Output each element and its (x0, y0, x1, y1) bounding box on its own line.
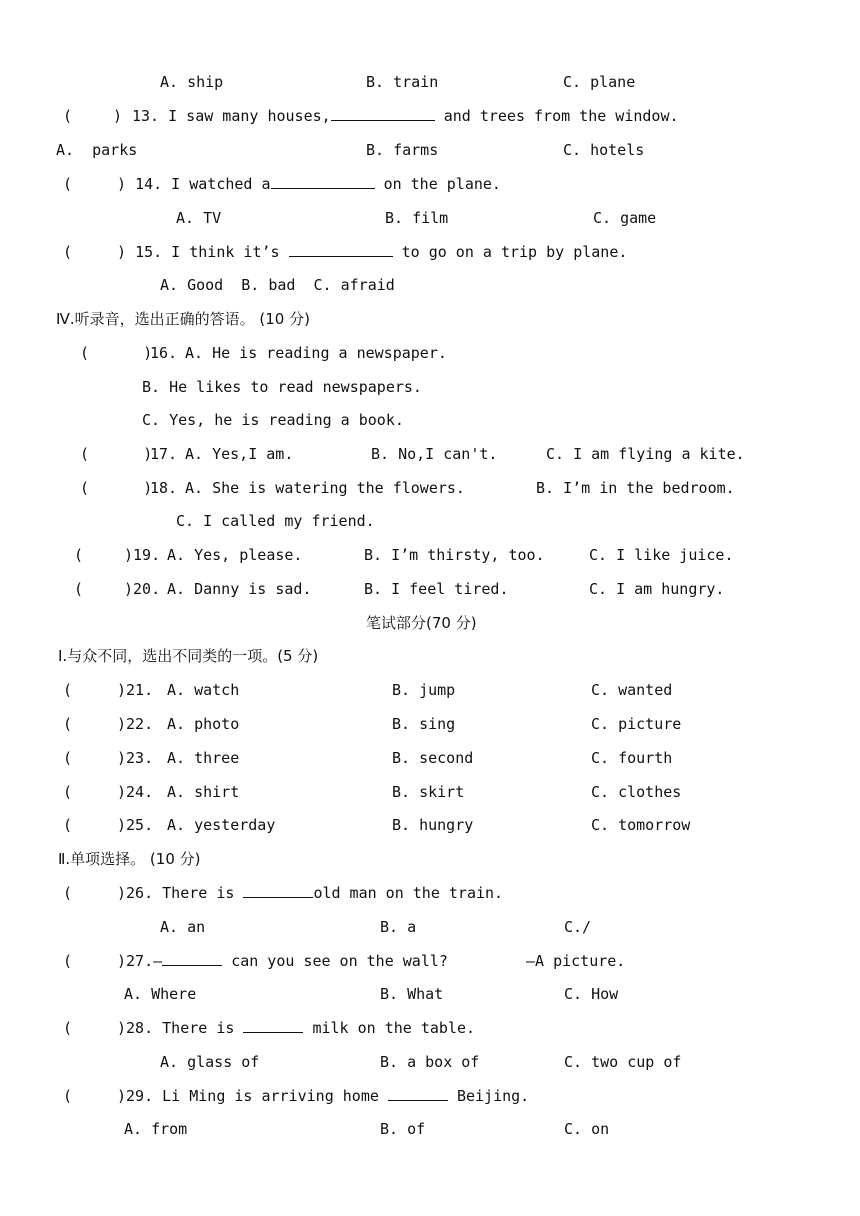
q28-blank (243, 1018, 303, 1033)
q19-option-b: B. I’m thirsty, too. (364, 546, 545, 564)
q24-num: )24. (117, 783, 154, 801)
q28-option-b: B. a box of (380, 1053, 480, 1071)
q21-option-a: A. watch (167, 681, 240, 699)
q29-stem (117, 1086, 529, 1106)
q25-option-b: B. hungry (392, 816, 474, 834)
q24-option-a: A. shirt (167, 783, 240, 801)
q14-stem-text: 14. I watched a (135, 175, 271, 193)
q13-option-c: C. hotels (563, 141, 645, 159)
q15-blank (289, 242, 393, 257)
q28-stem (117, 1018, 475, 1038)
q21-option-b: B. jump (392, 681, 456, 699)
q12-option-c: C. plane (563, 73, 636, 91)
q24-option-b: B. skirt (392, 783, 465, 801)
q29-option-a: A. from (124, 1120, 188, 1138)
q26-stem-a: )26. There is (117, 884, 235, 902)
q13-option-b: B. farms (366, 141, 439, 159)
q16-option-a: A. He is reading a newspaper. (185, 344, 447, 362)
q14-stem-b: on the plane. (383, 175, 501, 193)
q13-blank (331, 106, 435, 121)
q27-stem (117, 951, 448, 971)
q28-option-c: C. two cup of (564, 1053, 682, 1071)
q17-option-b: B. No,I can't. (371, 445, 498, 463)
q18-option-a: A. She is watering the flowers. (185, 479, 465, 497)
q14-option-b: B. film (385, 209, 449, 227)
q25-num: )25. (117, 816, 154, 834)
q23-paren: ( (63, 749, 127, 767)
q29-option-c: C. on (564, 1120, 610, 1138)
q14-blank (271, 174, 375, 189)
q15-paren-close: ) (117, 243, 127, 261)
section-ii-heading: Ⅱ.单项选择。 (10 分) (58, 850, 201, 868)
q26-option-b: B. a (380, 918, 417, 936)
q13-stem-a: 13. I saw many houses, (132, 107, 331, 125)
q19-option-c: C. I like juice. (589, 546, 734, 564)
written-part-title: 笔试部分(70 分) (366, 614, 477, 632)
q18-option-b: B. I’m in the bedroom. (536, 479, 735, 497)
q16-num: 16. (150, 344, 178, 362)
section-iv-heading: Ⅳ.听录音，选出正确的答语。 (10 分) (56, 310, 310, 328)
q25-option-a: A. yesterday (167, 816, 276, 834)
q26-stem-b: old man on the train. (313, 884, 504, 902)
q13-paren-open: ( (63, 107, 73, 125)
q13-paren-close: ) (113, 107, 123, 125)
q20-option-c: C. I am hungry. (589, 580, 725, 598)
q29-stem-a: )29. Li Ming is arriving home (117, 1087, 379, 1105)
q24-option-c: C. clothes (591, 783, 682, 801)
q21-paren: ( (63, 681, 127, 699)
q15-options: A. Good B. bad C. afraid (160, 276, 395, 294)
q15-stem-a: 15. I think it’s (135, 243, 280, 261)
q20-paren: ( (74, 580, 129, 598)
q19-paren: ( (74, 546, 129, 564)
q22-option-c: C. picture (591, 715, 682, 733)
q13-stem-b: and trees from the window. (443, 107, 679, 125)
q23-num: )23. (117, 749, 154, 767)
q17-paren: ( ) (80, 445, 153, 463)
q17-option-a: A. Yes,I am. (185, 445, 294, 463)
q24-paren: ( (63, 783, 127, 801)
q27-answer: —A picture. (526, 952, 626, 970)
q27-stem-a: )27.— (117, 952, 163, 970)
q27-option-c: C. How (564, 985, 619, 1003)
q29-option-b: B. of (380, 1120, 426, 1138)
q25-paren: ( (63, 816, 127, 834)
section-i-heading: Ⅰ.与众不同，选出不同类的一项。(5 分) (58, 647, 319, 665)
q14-paren-open: ( (63, 175, 73, 193)
q22-num: )22. (117, 715, 154, 733)
q28-option-a: A. glass of (160, 1053, 260, 1071)
q22-option-b: B. sing (392, 715, 456, 733)
q20-num: )20. (124, 580, 161, 598)
q16-option-b: B. He likes to read newspapers. (142, 378, 422, 396)
q29-blank (388, 1086, 448, 1101)
q19-option-a: A. Yes, please. (167, 546, 303, 564)
q12-option-b: B. train (366, 73, 439, 91)
q26-blank (243, 883, 313, 898)
q21-option-c: C. wanted (591, 681, 673, 699)
q29-paren: ( (63, 1087, 127, 1105)
q16-option-c: C. Yes, he is reading a book. (142, 411, 404, 429)
q27-option-b: B. What (380, 985, 444, 1003)
q27-option-a: A. Where (124, 985, 197, 1003)
q29-stem-b: Beijing. (456, 1087, 530, 1105)
q22-option-a: A. photo (167, 715, 240, 733)
q15-paren-open: ( (63, 243, 73, 261)
q22-paren: ( (63, 715, 127, 733)
q13-option-a: A. parks (56, 141, 138, 159)
q14-stem (117, 174, 501, 194)
q20-option-b: B. I feel tired. (364, 580, 509, 598)
q28-stem-b: milk on the table. (312, 1019, 476, 1037)
q28-stem-a: )28. There is (117, 1019, 235, 1037)
q18-num: 18. (150, 479, 178, 497)
q20-option-a: A. Danny is sad. (167, 580, 312, 598)
q27-blank (162, 951, 222, 966)
q18-paren: ( ) (80, 479, 153, 497)
q26-option-a: A. an (160, 918, 206, 936)
q21-num: )21. (117, 681, 154, 699)
q14-stem-a: ) (117, 175, 127, 193)
q12-option-a: A. ship (160, 73, 224, 91)
q27-paren: ( (63, 952, 127, 970)
q18-option-c: C. I called my friend. (176, 512, 375, 530)
q25-option-c: C. tomorrow (591, 816, 691, 834)
q17-option-c: C. I am flying a kite. (546, 445, 745, 463)
q23-option-b: B. second (392, 749, 474, 767)
q26-stem (117, 883, 503, 903)
q23-option-a: A. three (167, 749, 240, 767)
q19-num: )19. (124, 546, 161, 564)
q15-stem (117, 242, 627, 262)
q28-paren: ( (63, 1019, 127, 1037)
q14-option-a: A. TV (176, 209, 222, 227)
q23-option-c: C. fourth (591, 749, 673, 767)
q13-stem (132, 106, 679, 126)
q15-stem-b: to go on a trip by plane. (401, 243, 628, 261)
q26-paren: ( (63, 884, 127, 902)
q14-option-c: C. game (593, 209, 657, 227)
q17-num: 17. (150, 445, 178, 463)
q26-option-c: C./ (564, 918, 592, 936)
q16-paren: ( ) (80, 344, 153, 362)
q27-stem-b: can you see on the wall? (231, 952, 448, 970)
